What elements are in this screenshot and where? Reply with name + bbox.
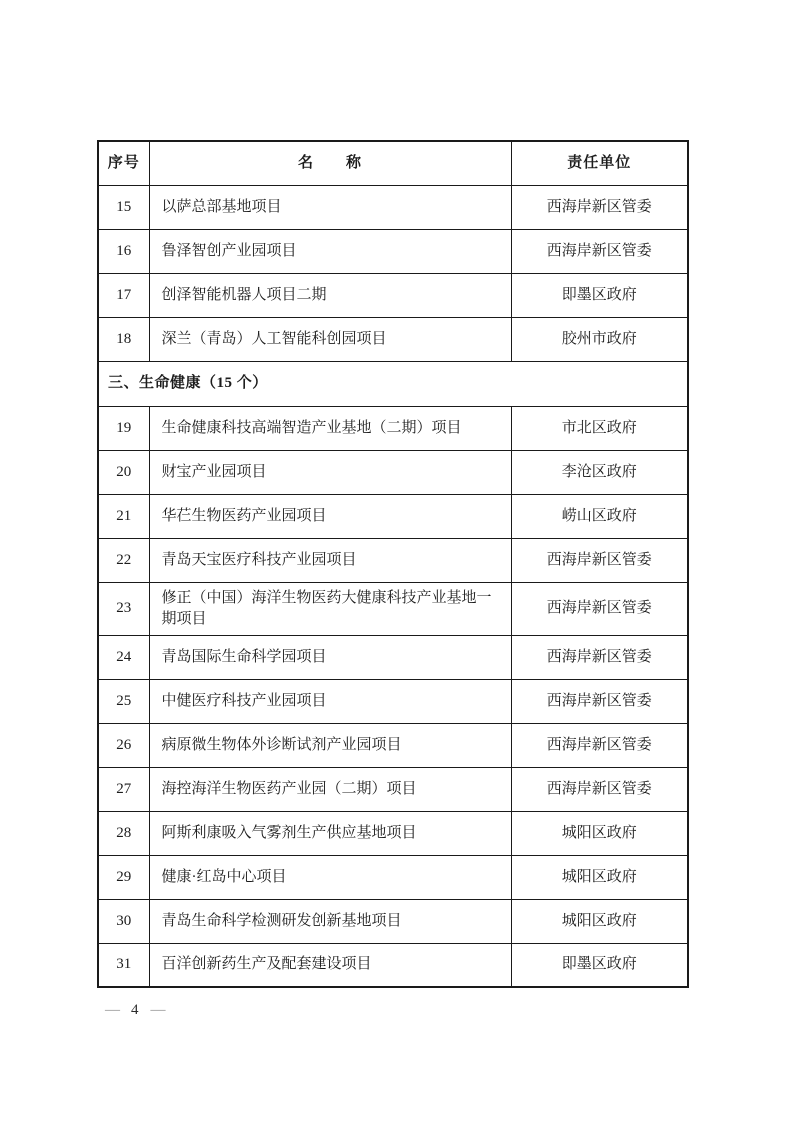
table-row bbox=[98, 767, 688, 811]
project-name: 青岛天宝医疗科技产业园项目 bbox=[149, 538, 511, 582]
project-name: 以萨总部基地项目 bbox=[149, 185, 511, 229]
section-title: 三、生命健康（15 个） bbox=[98, 361, 688, 406]
responsible-unit: 城阳区政府 bbox=[511, 855, 688, 899]
table-row bbox=[98, 635, 688, 679]
table-row bbox=[98, 723, 688, 767]
table-row bbox=[98, 538, 688, 582]
table-row bbox=[98, 185, 688, 229]
responsible-unit: 西海岸新区管委 bbox=[511, 767, 688, 811]
project-name: 健康·红岛中心项目 bbox=[149, 855, 511, 899]
table-row bbox=[98, 406, 688, 450]
row-number: 25 bbox=[98, 679, 149, 723]
table-row bbox=[98, 273, 688, 317]
header-cell-unit: 责任单位 bbox=[511, 141, 688, 185]
table-row bbox=[98, 494, 688, 538]
responsible-unit: 西海岸新区管委 bbox=[511, 538, 688, 582]
table-row bbox=[98, 229, 688, 273]
table-row bbox=[98, 679, 688, 723]
section-row bbox=[98, 361, 688, 406]
row-number: 16 bbox=[98, 229, 149, 273]
row-number: 30 bbox=[98, 899, 149, 943]
header-cell-no: 序号 bbox=[98, 141, 149, 185]
table-row bbox=[98, 450, 688, 494]
project-name: 鲁泽智创产业园项目 bbox=[149, 229, 511, 273]
project-name: 病原微生物体外诊断试剂产业园项目 bbox=[149, 723, 511, 767]
table-row bbox=[98, 582, 688, 635]
project-name: 财宝产业园项目 bbox=[149, 450, 511, 494]
header-row bbox=[98, 141, 688, 185]
page-footer bbox=[105, 1002, 165, 1019]
responsible-unit: 城阳区政府 bbox=[511, 899, 688, 943]
table-row bbox=[98, 943, 688, 987]
row-number: 19 bbox=[98, 406, 149, 450]
responsible-unit: 西海岸新区管委 bbox=[511, 679, 688, 723]
responsible-unit: 胶州市政府 bbox=[511, 317, 688, 361]
responsible-unit: 李沧区政府 bbox=[511, 450, 688, 494]
project-name: 创泽智能机器人项目二期 bbox=[149, 273, 511, 317]
row-number: 23 bbox=[98, 582, 149, 635]
project-name: 深兰（青岛）人工智能科创园项目 bbox=[149, 317, 511, 361]
responsible-unit: 西海岸新区管委 bbox=[511, 582, 688, 635]
project-name: 百洋创新药生产及配套建设项目 bbox=[149, 943, 511, 987]
page-number: 4 bbox=[131, 1002, 139, 1018]
responsible-unit: 即墨区政府 bbox=[511, 273, 688, 317]
project-name: 中健医疗科技产业园项目 bbox=[149, 679, 511, 723]
project-name: 青岛国际生命科学园项目 bbox=[149, 635, 511, 679]
responsible-unit: 西海岸新区管委 bbox=[511, 229, 688, 273]
project-name: 海控海洋生物医药产业园（二期）项目 bbox=[149, 767, 511, 811]
project-name: 修正（中国）海洋生物医药大健康科技产业基地一期项目 bbox=[149, 582, 511, 635]
project-name: 生命健康科技高端智造产业基地（二期）项目 bbox=[149, 406, 511, 450]
table-row bbox=[98, 811, 688, 855]
responsible-unit: 即墨区政府 bbox=[511, 943, 688, 987]
row-number: 27 bbox=[98, 767, 149, 811]
responsible-unit: 西海岸新区管委 bbox=[511, 185, 688, 229]
project-name: 青岛生命科学检测研发创新基地项目 bbox=[149, 899, 511, 943]
table-row bbox=[98, 317, 688, 361]
project-name: 华芢生物医药产业园项目 bbox=[149, 494, 511, 538]
row-number: 21 bbox=[98, 494, 149, 538]
row-number: 29 bbox=[98, 855, 149, 899]
row-number: 31 bbox=[98, 943, 149, 987]
table-row bbox=[98, 855, 688, 899]
table-row bbox=[98, 899, 688, 943]
project-name: 阿斯利康吸入气雾剂生产供应基地项目 bbox=[149, 811, 511, 855]
row-number: 20 bbox=[98, 450, 149, 494]
responsible-unit: 市北区政府 bbox=[511, 406, 688, 450]
project-table bbox=[97, 140, 689, 988]
header-cell-name: 名 称 bbox=[149, 141, 511, 185]
row-number: 15 bbox=[98, 185, 149, 229]
responsible-unit: 西海岸新区管委 bbox=[511, 723, 688, 767]
row-number: 18 bbox=[98, 317, 149, 361]
responsible-unit: 崂山区政府 bbox=[511, 494, 688, 538]
row-number: 24 bbox=[98, 635, 149, 679]
responsible-unit: 城阳区政府 bbox=[511, 811, 688, 855]
row-number: 26 bbox=[98, 723, 149, 767]
table-header bbox=[98, 141, 688, 185]
row-number: 28 bbox=[98, 811, 149, 855]
row-number: 17 bbox=[98, 273, 149, 317]
table-body bbox=[98, 185, 688, 987]
row-number: 22 bbox=[98, 538, 149, 582]
footer-right-dash: — bbox=[150, 1002, 165, 1018]
responsible-unit: 西海岸新区管委 bbox=[511, 635, 688, 679]
footer-left-dash: — bbox=[105, 1002, 119, 1018]
